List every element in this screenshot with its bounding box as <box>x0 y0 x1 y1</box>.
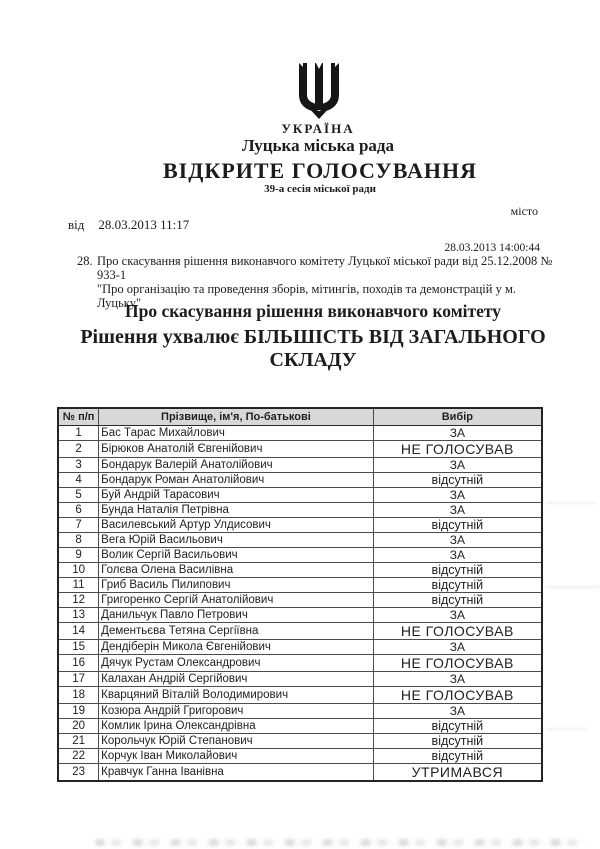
header-deputy-name: Прізвище, ім'я, По-батькові <box>99 408 374 426</box>
agenda-number: 28. <box>77 254 93 268</box>
row-number-cell: 11 <box>58 578 99 593</box>
place-label: місто <box>510 204 538 218</box>
date-prefix: від <box>68 217 85 232</box>
table-row <box>58 764 542 782</box>
vote-choice-cell: НЕ ГОЛОСУВАВ <box>373 623 542 640</box>
agenda-line-1 <box>77 254 555 282</box>
vote-choice-cell: НЕ ГОЛОСУВАВ <box>373 441 542 458</box>
print-datetime: 28.03.2013 14:00:44 <box>444 242 540 254</box>
vote-datetime-line <box>68 217 189 233</box>
row-number-cell: 13 <box>58 608 99 623</box>
deputy-name-cell: Козюра Андрій Григорович <box>99 704 374 719</box>
vote-choice-cell: ЗА <box>373 640 542 655</box>
deputy-name-cell: Комлик Ірина Олександрівна <box>99 719 374 734</box>
scan-smudge <box>546 586 600 588</box>
session-label: 39-а сесія міської ради <box>264 183 376 195</box>
vote-choice-cell: відсутній <box>373 563 542 578</box>
table-row <box>58 672 542 687</box>
table-row <box>58 426 542 441</box>
agenda-text-1: Про скасування рішення виконавчого комітету Луцької міської ради від 25.12.2008 № 933-1 <box>97 254 553 282</box>
deputy-name-cell: Корольчук Юрій Степанович <box>99 734 374 749</box>
table-row <box>58 623 542 640</box>
deputy-name-cell: Дендіберін Микола Євгенійович <box>99 640 374 655</box>
row-number-cell: 18 <box>58 687 99 704</box>
header-row-number: № п/п <box>58 408 99 426</box>
table-row <box>58 518 542 533</box>
vote-choice-cell: ЗА <box>373 426 542 441</box>
row-number-cell: 3 <box>58 458 99 473</box>
vote-choice-cell: відсутній <box>373 719 542 734</box>
deputy-name-cell: Волик Сергій Васильович <box>99 548 374 563</box>
table-row <box>58 608 542 623</box>
header-vote-choice: Вибір <box>373 408 542 426</box>
deputy-name-cell: Григоренко Сергій Анатолійович <box>99 593 374 608</box>
row-number-cell: 5 <box>58 488 99 503</box>
table-row <box>58 734 542 749</box>
vote-choice-cell: відсутній <box>373 518 542 533</box>
deputy-name-cell: Гриб Василь Пилипович <box>99 578 374 593</box>
table-row <box>58 578 542 593</box>
table-header-row <box>58 408 542 426</box>
row-number-cell: 20 <box>58 719 99 734</box>
table-row <box>58 458 542 473</box>
vote-choice-cell: ЗА <box>373 608 542 623</box>
deputy-name-cell: Дячук Рустам Олександрович <box>99 655 374 672</box>
row-number-cell: 1 <box>58 426 99 441</box>
row-number-cell: 17 <box>58 672 99 687</box>
scan-edge-noise <box>95 839 587 846</box>
table-row <box>58 640 542 655</box>
table-row <box>58 593 542 608</box>
vote-choice-cell: відсутній <box>373 734 542 749</box>
deputy-name-cell: Корчук Іван Миколайович <box>99 749 374 764</box>
row-number-cell: 8 <box>58 533 99 548</box>
deputy-name-cell: Василевський Артур Улдисович <box>99 518 374 533</box>
row-number-cell: 10 <box>58 563 99 578</box>
deputy-name-cell: Кравчук Ганна Іванівна <box>99 764 374 782</box>
document-title: ВІДКРИТЕ ГОЛОСУВАННЯ <box>163 158 477 183</box>
row-number-cell: 9 <box>58 548 99 563</box>
row-number-cell: 4 <box>58 473 99 488</box>
deputy-name-cell: Буй Андрій Тарасович <box>99 488 374 503</box>
table-row <box>58 503 542 518</box>
deputy-name-cell: Дементьєва Тетяна Сергіївна <box>99 623 374 640</box>
vote-choice-cell: НЕ ГОЛОСУВАВ <box>373 655 542 672</box>
row-number-cell: 16 <box>58 655 99 672</box>
decision-title: Про скасування рішення виконавчого комітету <box>125 301 501 321</box>
deputy-name-cell: Бондарук Валерій Анатолійович <box>99 458 374 473</box>
vote-choice-cell: відсутній <box>373 749 542 764</box>
vote-choice-cell: відсутній <box>373 578 542 593</box>
row-number-cell: 19 <box>58 704 99 719</box>
row-number-cell: 23 <box>58 764 99 782</box>
row-number-cell: 22 <box>58 749 99 764</box>
deputy-name-cell: Бас Тарас Михайлович <box>99 426 374 441</box>
deputy-name-cell: Бунда Наталія Петрівна <box>99 503 374 518</box>
table-row <box>58 548 542 563</box>
decision-rule-line-2: СКЛАДУ <box>269 349 357 371</box>
deputy-name-cell: Голєва Олена Василівна <box>99 563 374 578</box>
vote-results-table <box>57 407 543 782</box>
row-number-cell: 14 <box>58 623 99 640</box>
vote-choice-cell: відсутній <box>373 593 542 608</box>
deputy-name-cell: Вега Юрій Васильович <box>99 533 374 548</box>
vote-choice-cell: ЗА <box>373 458 542 473</box>
vote-choice-cell: ЗА <box>373 533 542 548</box>
scan-smudge <box>546 502 596 504</box>
vote-datetime: 28.03.2013 11:17 <box>98 217 190 232</box>
vote-choice-cell: ЗА <box>373 704 542 719</box>
table-row <box>58 488 542 503</box>
deputy-name-cell: Кварцяний Віталій Володимирович <box>99 687 374 704</box>
agenda-line-2: "Про організацію та проведення зборів, мітингів, походів та демонстрацій у м. Луцьку" <box>97 282 517 310</box>
vote-choice-cell: НЕ ГОЛОСУВАВ <box>373 687 542 704</box>
row-number-cell: 6 <box>58 503 99 518</box>
row-number-cell: 12 <box>58 593 99 608</box>
deputy-name-cell: Калахан Андрій Сергійович <box>99 672 374 687</box>
vote-choice-cell: ЗА <box>373 503 542 518</box>
deputy-name-cell: Бірюков Анатолій Євгенійович <box>99 441 374 458</box>
table-row <box>58 687 542 704</box>
table-row <box>58 719 542 734</box>
row-number-cell: 2 <box>58 441 99 458</box>
vote-choice-cell: ЗА <box>373 548 542 563</box>
vote-choice-cell: ЗА <box>373 672 542 687</box>
vote-choice-cell: ЗА <box>373 488 542 503</box>
table-row <box>58 473 542 488</box>
row-number-cell: 21 <box>58 734 99 749</box>
vote-choice-cell: УТРИМАВСЯ <box>373 764 542 782</box>
vote-table-body <box>58 426 542 782</box>
table-row <box>58 749 542 764</box>
country-label: УКРАЇНА <box>281 121 355 136</box>
council-name: Луцька міська рада <box>242 136 394 155</box>
ukraine-trident-emblem-icon <box>296 60 342 120</box>
deputy-name-cell: Данильчук Павло Петрович <box>99 608 374 623</box>
deputy-name-cell: Бондарук Роман Анатолійович <box>99 473 374 488</box>
table-row <box>58 704 542 719</box>
table-row <box>58 441 542 458</box>
row-number-cell: 15 <box>58 640 99 655</box>
decision-rule-line-1: Рішення ухвалює БІЛЬШІСТЬ ВІД ЗАГАЛЬНОГО <box>80 326 546 348</box>
scan-smudge <box>546 728 586 730</box>
table-row <box>58 655 542 672</box>
vote-choice-cell: відсутній <box>373 473 542 488</box>
table-row <box>58 563 542 578</box>
table-row <box>58 533 542 548</box>
row-number-cell: 7 <box>58 518 99 533</box>
